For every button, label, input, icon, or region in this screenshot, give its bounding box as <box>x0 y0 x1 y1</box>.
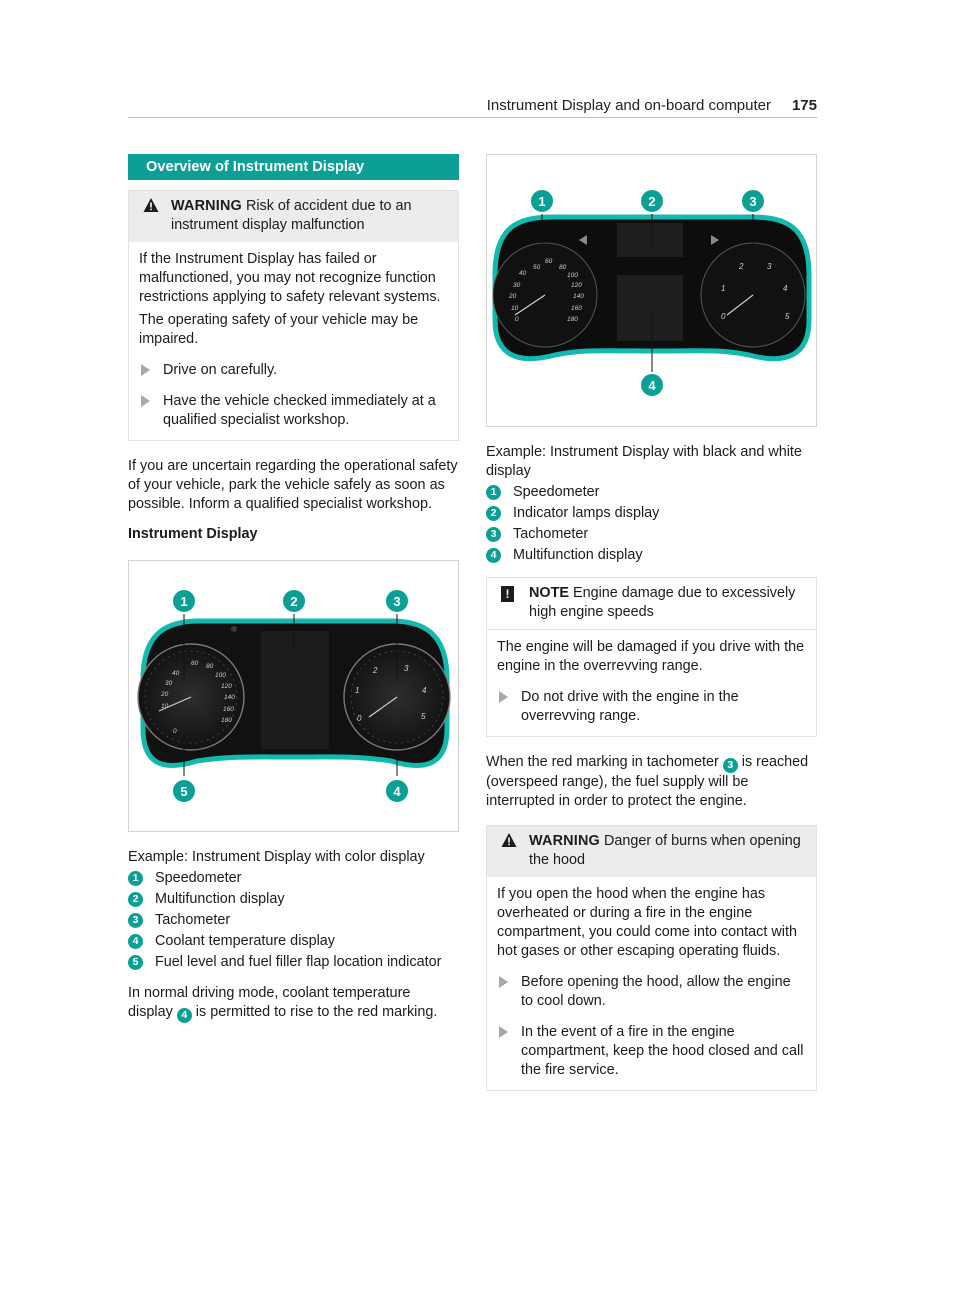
speed-label: 0 <box>173 728 177 735</box>
legend-text: Fuel level and fuel filler flap location indicator <box>155 954 442 970</box>
legend-text: Tachometer <box>513 526 589 542</box>
callout-number: 3 <box>486 527 501 542</box>
legend-item <box>486 483 817 502</box>
multifunction-display <box>617 275 683 341</box>
speed-label: 10 <box>161 703 169 710</box>
speed-label: 50 <box>533 264 541 271</box>
callout-number: 3 <box>723 758 738 773</box>
svg-text:5: 5 <box>180 784 188 799</box>
legend-list <box>486 483 817 565</box>
speed-label: 80 <box>559 264 567 271</box>
callout-number: 2 <box>128 892 143 907</box>
page-number: 175 <box>791 97 817 114</box>
svg-text:2: 2 <box>648 194 656 209</box>
speed-label: 160 <box>571 305 582 312</box>
callout-number: 4 <box>128 934 143 949</box>
step-arrow-icon <box>141 395 150 407</box>
exclamation-icon: ! <box>501 586 514 602</box>
callout-4 <box>385 779 409 803</box>
rpm-label: 5 <box>421 712 426 721</box>
callout-2 <box>640 189 664 213</box>
callout-number: 4 <box>486 548 501 563</box>
callout-3 <box>741 189 765 213</box>
legend-item <box>128 953 459 972</box>
note-keyword: NOTE <box>529 585 569 601</box>
action-step <box>497 688 806 726</box>
speed-label: 80 <box>206 663 214 670</box>
warning-body <box>487 877 816 1090</box>
legend-text: Multifunction display <box>513 547 643 563</box>
speed-label: 40 <box>172 670 180 677</box>
paragraph-text: In normal driving mode, coolant temperature display <box>128 985 411 1020</box>
speed-label: 40 <box>519 270 527 277</box>
step-text: Have the vehicle checked immediately at a qualified specialist workshop. <box>163 393 436 428</box>
subheading: Instrument Display <box>128 526 258 542</box>
legend-text: Multifunction display <box>155 891 285 907</box>
speed-label: 30 <box>165 680 173 687</box>
center-display <box>261 631 329 749</box>
rpm-label: 0 <box>357 714 362 723</box>
warning-text: If you open the hood when the engine has overheated or during a fire in the engine compartment, you could come into contact with hot gases or other escaping operating fluids. <box>497 886 797 959</box>
right-column <box>486 154 817 1091</box>
svg-text:2: 2 <box>290 594 298 609</box>
callout-number: 4 <box>177 1008 192 1023</box>
paragraph: If you are uncertain regarding the operational safety of your vehicle, park the vehicle safely as soon as possible. Inform a qualified specialist workshop. <box>128 458 458 512</box>
note-text: The engine will be damaged if you drive with the engine in the overrevving range. <box>497 639 805 674</box>
speed-label: 140 <box>573 293 584 300</box>
step-text: Drive on carefully. <box>163 362 278 378</box>
warning-header <box>129 191 458 242</box>
callout-number: 5 <box>128 955 143 970</box>
svg-text:1: 1 <box>180 594 188 609</box>
step-text: In the event of a fire in the engine compartment, keep the hood closed and call the fire service. <box>521 1024 804 1078</box>
speed-label: 100 <box>567 272 578 279</box>
legend-item <box>128 932 459 951</box>
speed-label: 180 <box>221 717 232 724</box>
legend-item <box>128 890 459 909</box>
svg-text:4: 4 <box>393 784 401 799</box>
figure-bw-display <box>486 154 817 427</box>
speed-label: 0 <box>515 316 519 323</box>
indicator-dot <box>231 626 237 632</box>
warning-text: If the Instrument Display has failed or malfunctioned, you may not recognize function restrictions applying to safety relevant systems. <box>139 251 441 305</box>
callout-5 <box>172 779 196 803</box>
legend-text: Coolant temperature display <box>155 933 335 949</box>
legend-item <box>486 546 817 565</box>
speed-label: 120 <box>221 683 232 690</box>
rpm-label: 4 <box>422 686 427 695</box>
callout-4 <box>640 373 664 397</box>
svg-text:3: 3 <box>393 594 401 609</box>
paragraph <box>128 984 459 1023</box>
figure-caption: Example: Instrument Display with color display <box>128 849 425 865</box>
callout-1 <box>172 589 196 613</box>
speed-label: 100 <box>215 672 226 679</box>
paragraph-text: is reached (overspeed range), the fuel supply will be interrupted in order to protect the engine. <box>486 754 809 809</box>
warning-box-display-malfunction <box>128 190 459 441</box>
callout-number: 1 <box>486 485 501 500</box>
legend-text: Speedometer <box>513 484 600 500</box>
note-box-engine-damage <box>486 577 817 737</box>
speed-label: 140 <box>224 694 235 701</box>
warning-header <box>487 826 816 877</box>
left-column <box>128 154 459 1023</box>
legend-text: Speedometer <box>155 870 242 886</box>
warning-text: The operating safety of your vehicle may be impaired. <box>139 312 419 347</box>
speed-label: 20 <box>509 293 517 300</box>
note-body <box>487 630 816 736</box>
callout-1 <box>530 189 554 213</box>
legend-list <box>128 869 459 972</box>
paragraph-text: When the red marking in tachometer <box>486 754 719 770</box>
callout-number: 2 <box>486 506 501 521</box>
action-step <box>139 361 448 380</box>
action-step <box>497 973 806 1011</box>
rpm-label: 2 <box>373 666 378 675</box>
step-arrow-icon <box>141 364 150 376</box>
step-text: Do not drive with the engine in the overrevving range. <box>521 689 739 724</box>
indicator-lamps-display <box>617 223 683 257</box>
rpm-label: 1 <box>355 686 360 695</box>
rpm-label: 1 <box>721 284 726 293</box>
step-arrow-icon <box>499 976 508 988</box>
svg-text:1: 1 <box>538 194 546 209</box>
callout-number: 1 <box>128 871 143 886</box>
legend-text: Tachometer <box>155 912 231 928</box>
speed-label: 180 <box>567 316 578 323</box>
svg-text:3: 3 <box>749 194 757 209</box>
speed-label: 160 <box>223 706 234 713</box>
rpm-label: 2 <box>739 262 744 271</box>
warning-title: Risk of accident due to an instrument display malfunction <box>171 198 412 233</box>
rpm-label: 0 <box>721 312 726 321</box>
paragraph-text: is permitted to rise to the red marking. <box>195 1004 438 1020</box>
rpm-label: 3 <box>404 664 409 673</box>
callout-3 <box>385 589 409 613</box>
legend-item <box>128 869 459 888</box>
paragraph <box>486 753 817 811</box>
speed-label: 120 <box>571 282 582 289</box>
legend-item <box>486 504 817 523</box>
svg-text:4: 4 <box>648 378 656 393</box>
legend-item <box>128 911 459 930</box>
warning-triangle-icon <box>501 832 517 848</box>
note-header <box>487 578 816 630</box>
legend-text: Indicator lamps display <box>513 505 660 521</box>
action-step <box>139 392 448 430</box>
callout-number: 3 <box>128 913 143 928</box>
section-heading: Overview of Instrument Display <box>128 154 459 180</box>
page-header <box>128 96 817 118</box>
speed-label: 60 <box>191 660 199 667</box>
callout-2 <box>282 589 306 613</box>
rpm-label: 5 <box>785 312 790 321</box>
warning-keyword: WARNING <box>529 833 600 849</box>
figure-caption: Example: Instrument Display with black and white display <box>486 444 802 479</box>
cluster-color-illustration <box>129 561 460 833</box>
step-arrow-icon <box>499 691 508 703</box>
running-title: Instrument Display and on-board computer <box>486 97 771 114</box>
cluster-bw-illustration <box>487 155 818 428</box>
action-step <box>497 1023 806 1080</box>
warning-title: Danger of burns when opening the hood <box>529 833 801 868</box>
speed-label: 60 <box>545 258 553 265</box>
legend-item <box>486 525 817 544</box>
note-title: Engine damage due to excessively high engine speeds <box>529 585 796 620</box>
speed-label: 10 <box>511 305 519 312</box>
warning-keyword: WARNING <box>171 198 242 214</box>
rpm-label: 4 <box>783 284 788 293</box>
figure-color-display <box>128 560 459 832</box>
speed-label: 20 <box>161 691 169 698</box>
warning-body <box>129 242 458 440</box>
speed-label: 30 <box>513 282 521 289</box>
rpm-label: 3 <box>767 262 772 271</box>
warning-box-burns <box>486 825 817 1091</box>
step-arrow-icon <box>499 1026 508 1038</box>
warning-triangle-icon <box>143 197 159 213</box>
step-text: Before opening the hood, allow the engine to cool down. <box>521 974 791 1009</box>
